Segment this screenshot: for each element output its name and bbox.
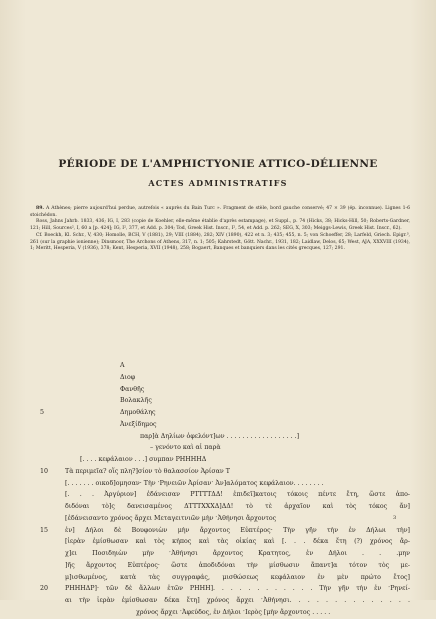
line-text: ἐν] Δήλοι δὲ Βουφονιὼν μὴν ἄρχοντος Εὐπτέρος· Τὴν γῆν τὴν ἐν Δήλωι τὴν]: [65, 526, 410, 534]
inscription-line: [40, 431, 410, 443]
inscription-line: [40, 513, 410, 525]
inscription-line: [40, 395, 410, 407]
line-number: 15: [40, 526, 49, 534]
inscription-line: [40, 572, 410, 584]
inscription-line: [40, 536, 410, 548]
line-text: [ἱερὰν ἐμίσθωσαν καὶ τὸς κήπος καὶ τὰς οἰκίας καὶ [. . . δέκα ἔτη (?) χρόνος ἄρ-: [65, 538, 410, 546]
line-number: 5: [40, 409, 45, 416]
line-text: Δημοθάλης: [120, 409, 156, 416]
note-paragraph-3: Cf. Boeckh, Kl. Schr., V, 430; Homolle, BCH, V (1881), 29; VIII (1884), 282; XIV (1890), 422 et n. 3; 435; 455, n. 5; von Schoeffer, 28; Larfeld, Griech. Epigr.³, 261 (sur la graphie ionienne); Dinsmoor, The Archons of Athens, 317, n. 1; 505; Kahrstedt, Gött. Nachr., 1931, 182; Laidlaw, Delos, 65; West, AJA, XXXVIII (1934), 1; Meritt, Hesperia, V (1936), 378; Kent, Hesperia, XVII (1948), 258; Bogaert, Banques et banquiers dans les cités grecques, 127; 291.: [30, 232, 410, 252]
inscription-line: [40, 607, 410, 619]
inscription-line: [40, 419, 410, 431]
note-paragraph-2: Ross, Jahns Jahrb. 1833, 436; IG, I, 283 (copie de Koehler, elle-même établie d'après estampage), et Suppl., p. 74 (Hicks, 38; Hicks-Hill, 50; Roberts-Gardner, 121; Hill, Sources², I, 60 a [p. 424]; IG, I², 377, et Add. p. 304; Tod, Greek Hist. Inscr., I², 54, et Add. p. 262; SEG, X, 303; Meiggs-Lewis, Greek Hist. Inscr., 62).: [30, 219, 410, 232]
inscription-line: [40, 442, 410, 454]
line-text: αι τὴν ἱερὰν ἐμίσθωσαν δέκα ἔτη] χρόνος ἄρχει ˹Ἀθήνησι. . . . . . . . . . . . . .: [65, 597, 410, 604]
line-text: ΡΗΗΗΔΡ]· τῶν δὲ ἄλλων ἐτῶν ΡΗΗΗ]. . . . . . . . . . . . Τὴν γῆν τὴν ἐν ˹Ρηνεί-: [65, 585, 410, 593]
line-text: διδόναι τὸ]ς δανεισαμένος ΔΤΤΤΧΧΧΔ]ΔΔ! τὸ τὲ ἀρχαῖον καὶ τὸς τόκος ἄν]: [65, 503, 410, 510]
inscription-line: [40, 360, 410, 372]
inscription-line: [40, 501, 410, 513]
inscription-line: [40, 525, 410, 537]
note-text-1: A Athènes; pierre aujourd'hui perdue, autrefois « auprès du Bain Turc ». Fragment de stèle, bord gauche conservé; 47 × 39 (ép. inconnue). Lignes 1-6 stoichédon.: [30, 206, 410, 218]
inscription-line: [40, 372, 410, 384]
line-text: Ἀνεξίδημος: [120, 420, 157, 428]
line-number: 20: [40, 585, 49, 593]
line-text: Φανθῆς: [120, 385, 145, 393]
line-number: 10: [40, 467, 49, 475]
inscription-line: [40, 454, 410, 466]
line-text: [. . . . . . . οικοδ]ομησαν· Τὴν ˹Ρηνειῶν Ἀρίσαν˺ Ἀν]αλόματος κεφάλαιον. . . . . . . .: [65, 479, 324, 487]
line-text: ]ῆς ἄρχοντος Εὐπτέρος· ὥστε ἀποδιδόναι τὴν μίσθωσιν ἅπαντ]α τότον τὸς με-: [65, 561, 410, 569]
inscription-line: [40, 595, 410, 607]
line-text: μ]ισθωμένος, κατὰ τὰς συγγραφάς, μισθώσεως κεφάλαιον ἐν μὲν πρώτο ἔτος]: [65, 573, 410, 581]
entry-number: 89.: [36, 206, 44, 211]
inscription-line: [40, 548, 410, 560]
inscription-line: [40, 489, 410, 501]
note-paragraph-1: [30, 206, 410, 219]
line-text: χρόνος ἄρχει ˹Ἀφεύδος, ἐν Δήλοι ˹Ιερὸς [μὴν ἄρχοντος . . . . .: [136, 608, 331, 616]
line-text: Α: [120, 362, 125, 369]
line-text: – γενόντο καὶ αἱ παρὰ: [150, 444, 221, 452]
line-text: [. . . Ἀργύριον] ἐδάνεισαν ΡΤΤΤΤΔΔ! ἐπιδεῖ]κατοις τόκοις πέντε ἔτη, ὥστε ἀπο-: [65, 491, 410, 499]
inscription-line: [40, 478, 410, 490]
line-text: Βολακλῆς: [120, 397, 152, 405]
inscription-line: [40, 466, 410, 478]
bibliographic-note: [30, 206, 410, 253]
line-text: χ]ει Ποσιδηιὼν μὴν ˹Ἀθήνησι ἄρχοντος Κρατητος, ἐν Δήλοι . . .μην: [65, 550, 410, 557]
page-title: PÉRIODE DE L'AMPHICTYONIE ATTICO-DÉLIENNE: [58, 158, 378, 170]
inscription-line: [40, 560, 410, 572]
inscription-line: [40, 583, 410, 595]
page-mark: 3: [393, 515, 397, 521]
inscription-line: [40, 407, 410, 419]
inscription-text: [40, 360, 410, 619]
line-text: Διοφ: [120, 373, 136, 381]
line-text: [. . . . κεφάλαιον . . .] συμπαν ΡΗΗΗΗΔ: [80, 456, 207, 463]
line-text: Τὰ περιμεῖα? οἵς πλη?]σίον τὸ θαλασσίον Ἀρίσαν Τ: [65, 467, 230, 475]
inscription-line: [40, 384, 410, 396]
line-text: [ἐδάνεισαντο χρόνος ἄρχει Μεταγειτνιῶν μὴν ˹Ἀθήνησι ἄρχοντος: [65, 514, 277, 522]
line-text: παρ]ὰ Δηλίων ὀφελόντ]ων . . . . . . . . . . . . . . . . . .]: [140, 432, 300, 440]
section-subtitle: ACTES ADMINISTRATIFS: [148, 178, 288, 188]
